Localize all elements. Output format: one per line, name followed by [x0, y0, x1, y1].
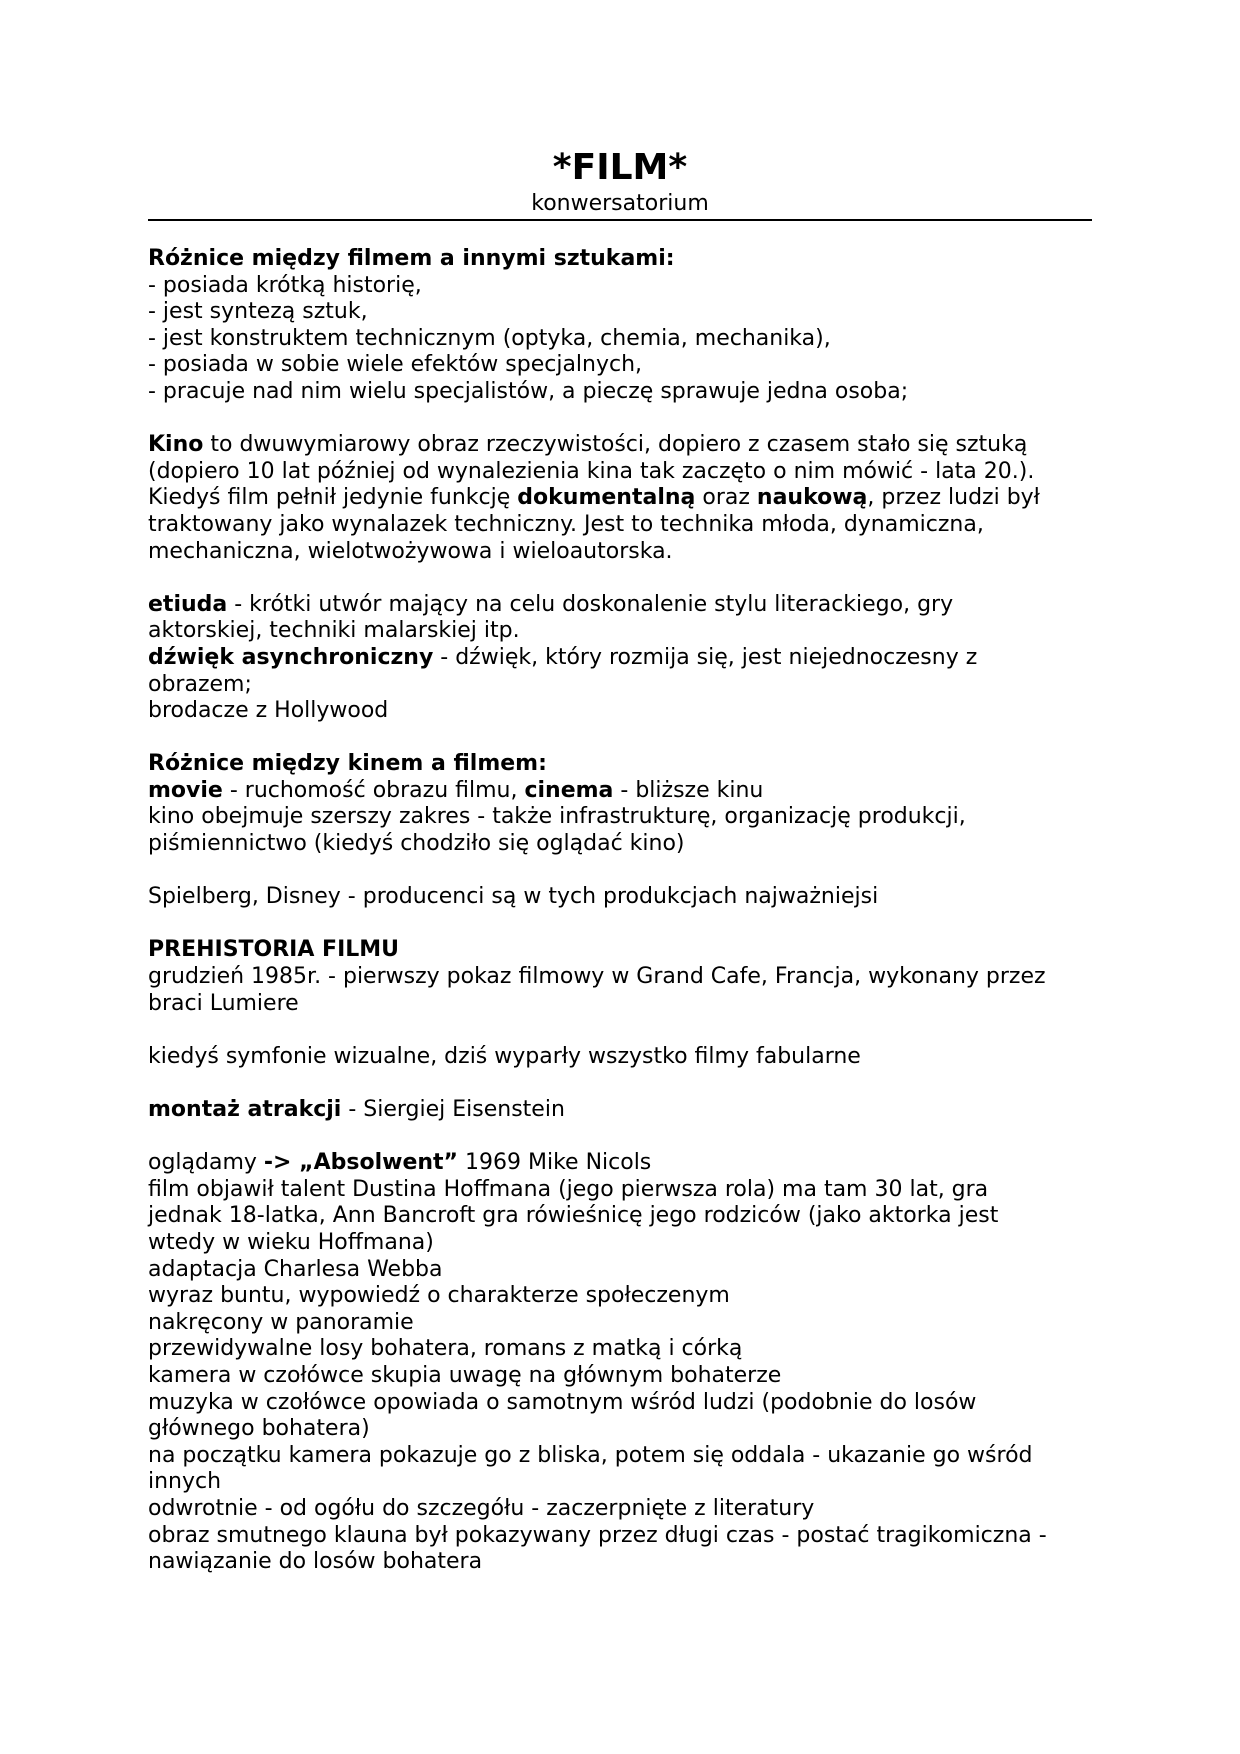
paragraph-line: muzyka w czołówce opowiada o samotnym wśród ludzi (podobnie do losów	[148, 1389, 977, 1415]
section-heading-cinema-film: Różnice między kinem a filmem:	[148, 751, 547, 777]
paragraph-line: montaż atrakcji - Siergiej Eisenstein	[148, 1097, 565, 1122]
paragraph-line: film objawił talent Dustina Hoffmana (jego pierwsza rola) ma tam 30 lat, gra	[148, 1176, 989, 1202]
document-subtitle: konwersatorium	[531, 191, 709, 216]
paragraph-line: nakręcony w panoramie	[148, 1309, 414, 1335]
paragraph-line: Kino to dwuwymiarowy obraz rzeczywistości, dopiero z czasem stało się sztuką	[148, 432, 1028, 458]
paragraph-line: wyraz buntu, wypowiedź o charakterze społeczenym	[148, 1283, 730, 1309]
list-item: - posiada krótką historię,	[148, 272, 422, 298]
paragraph-line: kiedyś symfonie wizualne, dziś wyparły wszystko filmy fabularne	[148, 1043, 861, 1069]
paragraph-line: wtedy w wieku Hoffmana)	[148, 1229, 434, 1255]
paragraph-line: kino obejmuje szerszy zakres - także infrastrukturę, organizację produkcji,	[148, 804, 966, 830]
list-item: - jest syntezą sztuk,	[148, 299, 368, 325]
definition-etiuda: etiuda - krótki utwór mający na celu doskonalenie stylu literackiego, gry	[148, 591, 954, 617]
paragraph-line: odwrotnie - od ogółu do szczegółu - zaczerpnięte z literatury	[148, 1495, 815, 1521]
paragraph-line: kamera w czołówce skupia uwagę na głównym bohaterze	[148, 1362, 782, 1388]
paragraph-line: Kiedyś film pełnił jedynie funkcję dokumentalną oraz naukową, przez ludzi był	[148, 485, 1040, 511]
paragraph-line: innych	[148, 1469, 222, 1495]
paragraph-line: adaptacja Charlesa Webba	[148, 1256, 443, 1282]
list-item: - pracuje nad nim wielu specjalistów, a pieczę sprawuje jedna osoba;	[148, 378, 909, 404]
definition-dzwiek: dźwięk asynchroniczny - dźwięk, który rozmija się, jest niejednoczesny z	[148, 644, 978, 670]
paragraph-line: aktorskiej, techniki malarskiej itp.	[148, 618, 520, 644]
paragraph-line: jednak 18-latka, Ann Bancroft gra rówieśnicę jego rodziców (jako aktorka jest	[148, 1203, 999, 1229]
paragraph-line: na początku kamera pokazuje go z bliska, potem się oddala - ukazanie go wśród	[148, 1442, 1033, 1468]
paragraph-line: braci Lumiere	[148, 990, 299, 1016]
paragraph-line: obrazem;	[148, 671, 252, 697]
paragraph-line: piśmiennictwo (kiedyś chodziło się oglądać kino)	[148, 831, 685, 857]
list-item: - jest konstruktem technicznym (optyka, chemia, mechanika),	[148, 325, 831, 351]
document-body	[148, 246, 1092, 1576]
paragraph-line: nawiązanie do losów bohatera	[148, 1549, 483, 1575]
paragraph-line: przewidywalne losy bohatera, romans z matką i córką	[148, 1336, 743, 1362]
section-heading-prehistory: PREHISTORIA FILMU	[148, 937, 400, 963]
paragraph-line: brodacze z Hollywood	[148, 698, 389, 724]
document-title: *FILM*	[552, 147, 688, 188]
paragraph-line: (dopiero 10 lat później od wynalezienia kina tak zaczęto o nim mówić - lata 20.).	[148, 458, 1035, 484]
paragraph-line: movie - ruchomość obrazu filmu, cinema - bliższe kinu	[148, 777, 764, 803]
header-rule	[148, 219, 1092, 221]
paragraph-line: oglądamy -> „Absolwent” 1969 Mike Nicols	[148, 1150, 652, 1176]
section-heading-differences-arts: Różnice między filmem a innymi sztukami:	[148, 246, 675, 271]
paragraph-line: mechaniczna, wielotwożywowa i wieloautorska.	[148, 538, 673, 564]
paragraph-line: grudzień 1985r. - pierwszy pokaz filmowy w Grand Cafe, Francja, wykonany przez	[148, 964, 1046, 990]
paragraph-line: traktowany jako wynalazek techniczny. Jest to technika młoda, dynamiczna,	[148, 511, 984, 537]
paragraph-line: Spielberg, Disney - producenci są w tych produkcjach najważniejsi	[148, 884, 879, 910]
list-item: - posiada w sobie wiele efektów specjalnych,	[148, 352, 643, 378]
paragraph-line: głównego bohatera)	[148, 1416, 370, 1442]
paragraph-line: obraz smutnego klauna był pokazywany przez długi czas - postać tragikomiczna -	[148, 1522, 1047, 1548]
